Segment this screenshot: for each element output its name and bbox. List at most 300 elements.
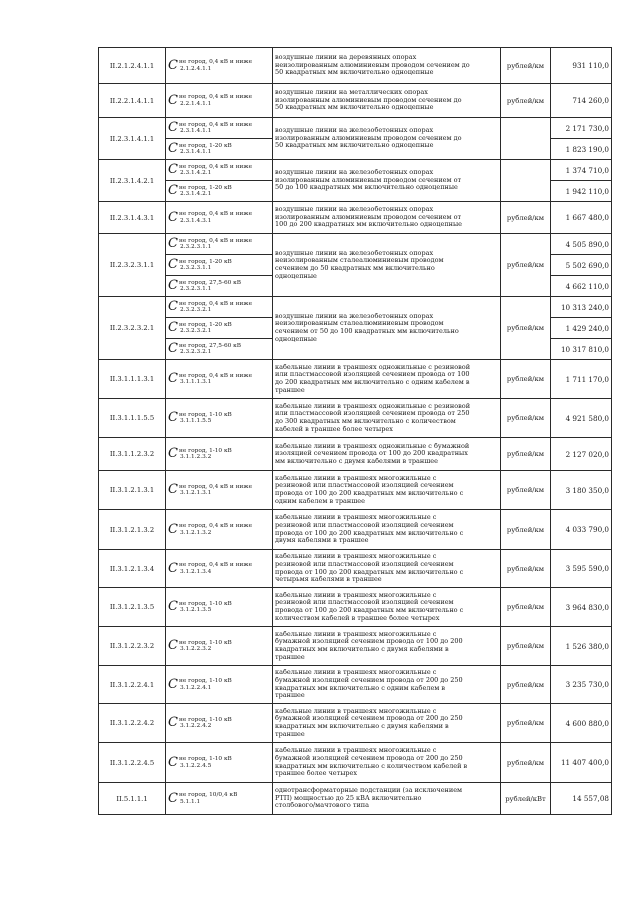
rate-text — [179, 59, 252, 71]
row-value: 931 110,0 — [551, 48, 612, 84]
rate-symbol — [168, 412, 270, 424]
row-code: II.3.1.2.2.3.2 — [99, 627, 166, 666]
row-unit: рублей/км — [501, 202, 551, 234]
description-line: кабельные линии в траншеях многожильные с — [275, 747, 437, 755]
row-code: II.3.1.2.2.4.1 — [99, 666, 166, 704]
description-line: кабельные линии в траншеях многожильные с — [275, 474, 437, 482]
description-line: траншее — [275, 730, 305, 738]
row-code: II.3.1.2.2.4.2 — [99, 704, 166, 743]
rate-text — [179, 756, 232, 768]
row-unit: рублей/км — [501, 438, 551, 471]
rate-label: не город, 1-20 кВ — [178, 142, 232, 149]
rate-symbol — [168, 601, 270, 613]
rate-symbol — [168, 322, 270, 334]
rate-label: не город, 0,4 кВ и ниже — [178, 237, 253, 244]
description-line: кабельные линии в траншеях одножильные с резиновой — [275, 402, 471, 410]
row-unit: рублей/км — [501, 666, 551, 704]
rate-c-glyph: C — [168, 141, 178, 156]
description-line: сечением от 50 до 100 квадратных мм включительно — [275, 328, 459, 335]
description-line: траншее — [275, 692, 305, 700]
description-line: бумажной изоляцией сечением провода от 200 до 250 — [275, 676, 463, 684]
description-line: 50 до 100 квадратных мм включительно одноцепные — [275, 184, 458, 192]
description-line: резиновой или пластмассовой изоляцией сечением — [275, 482, 454, 490]
rate-subscript: 3.1.2.1.3.1 — [179, 490, 212, 496]
row-value: 11 407 400,0 — [551, 743, 612, 783]
table-row — [99, 666, 612, 704]
rate-text — [179, 185, 232, 197]
table-row — [99, 118, 612, 139]
row-unit — [501, 160, 551, 202]
row-code: II.3.1.2.1.3.2 — [99, 510, 166, 550]
description-line: неизолированным сталеалюминиевым проводом — [275, 320, 444, 328]
rate-label: не город, 1-10 кВ — [178, 756, 232, 763]
rate-c-glyph: C — [168, 599, 178, 614]
row-code: II.3.1.2.1.3.5 — [99, 588, 166, 627]
rate-symbol-cell — [166, 139, 273, 160]
row-value: 4 662 110,0 — [551, 276, 612, 297]
description-line: кабельные линии в траншеях многожильные с — [275, 630, 437, 638]
description-line: сечением до 50 квадратных мм включительно — [275, 265, 435, 272]
rate-text — [179, 373, 252, 385]
rate-subscript: 3.1.1.2.3.2 — [179, 454, 212, 460]
row-description — [273, 550, 501, 588]
description-line: или пластмассовой изоляцией сечением провода от 250 — [275, 410, 470, 418]
rate-symbol-cell — [166, 510, 273, 550]
row-unit: рублей/км — [501, 510, 551, 550]
description-line: 50 квадратных мм включительно одноцепные — [275, 104, 434, 112]
description-line: изолированным алюминиевым проводом сечением от — [275, 176, 462, 184]
row-description — [273, 783, 501, 815]
row-code: II.2.3.1.4.1.1 — [99, 118, 166, 160]
rate-symbol-cell — [166, 666, 273, 704]
row-description — [273, 704, 501, 743]
row-value: 5 502 690,0 — [551, 255, 612, 276]
row-value: 1 526 380,0 — [551, 627, 612, 666]
rate-symbol-cell — [166, 297, 273, 318]
row-description — [273, 48, 501, 84]
description-line: изоляцией сечением провода от 100 до 200 квадратных — [275, 450, 468, 458]
rate-label: не город, 0,4 кВ и ниже — [178, 59, 253, 66]
rate-text — [179, 640, 232, 652]
rate-subscript: 3.1.2.2.4.5 — [179, 762, 212, 769]
rate-symbol-cell — [166, 118, 273, 139]
row-description — [273, 297, 501, 360]
description-line: кабельные линии в траншеях многожильные с — [275, 591, 437, 599]
rate-symbol-cell — [166, 318, 273, 339]
row-description — [273, 399, 501, 438]
row-value: 1 429 240,0 — [551, 318, 612, 339]
description-line: изолированным алюминиевым проводом сечением до — [275, 96, 462, 104]
rate-subscript: 3.1.2.2.4.2 — [179, 723, 212, 729]
rate-c-glyph: C — [168, 278, 178, 293]
description-line: бумажной изоляцией сечением провода от 100 до 200 — [275, 638, 463, 646]
rate-symbol — [168, 448, 270, 460]
tariff-table — [98, 47, 612, 815]
rate-symbol — [168, 259, 270, 271]
row-unit: рублей/км — [501, 84, 551, 118]
description-line: до 200 квадратных мм включительно с одним кабелем в — [275, 379, 470, 386]
row-value: 3 964 830,0 — [551, 588, 612, 627]
rate-c-glyph: C — [168, 482, 178, 497]
rate-text — [179, 280, 241, 292]
rate-label: не город, 0,4 кВ и ниже — [178, 121, 253, 128]
row-description — [273, 438, 501, 471]
rate-label: не город, 10/0,4 кВ — [178, 792, 238, 799]
description-line: бумажной изоляцией сечением провода от 200 до 250 — [275, 715, 463, 723]
row-code: II.3.1.1.1.3.1 — [99, 360, 166, 399]
rate-symbol — [168, 301, 270, 313]
description-line: провода от 100 до 200 квадратных мм включительно с — [275, 568, 464, 576]
rate-symbol-cell — [166, 202, 273, 234]
rate-c-glyph: C — [168, 560, 178, 576]
rate-symbol — [168, 211, 270, 223]
rate-label: не город, 1-10 кВ — [178, 411, 232, 418]
rate-symbol-cell — [166, 588, 273, 627]
rate-c-glyph: C — [168, 521, 178, 537]
row-value: 2 171 730,0 — [551, 118, 612, 139]
row-code: II.5.1.1.1 — [99, 783, 166, 815]
row-code: II.3.1.2.2.4.5 — [99, 743, 166, 783]
rate-label: не город, 0,4 кВ и ниже — [178, 562, 253, 569]
description-line: одноцепные — [275, 335, 317, 343]
table-row — [99, 627, 612, 666]
row-value: 1 667 480,0 — [551, 202, 612, 234]
table-row — [99, 438, 612, 471]
rate-subscript: 2.3.1.4.2.1 — [179, 191, 212, 197]
row-description — [273, 627, 501, 666]
table-row — [99, 550, 612, 588]
rate-subscript: 3.1.1.1.5.5 — [179, 418, 212, 424]
row-unit: рублей/км — [501, 743, 551, 783]
rate-symbol — [168, 143, 270, 155]
rate-text — [179, 122, 252, 134]
row-unit: рублей/км — [501, 48, 551, 84]
description-line: резиновой или пластмассовой изоляцией сечением — [275, 560, 454, 568]
rate-subscript: 2.1.2.4.1.1 — [179, 65, 212, 72]
rate-symbol — [168, 562, 270, 574]
rate-symbol-cell — [166, 276, 273, 297]
rate-symbol-cell — [166, 783, 273, 815]
rate-subscript: 5.1.1.1 — [179, 798, 201, 805]
rate-symbol — [168, 792, 270, 804]
rate-symbol-cell — [166, 704, 273, 743]
row-description — [273, 360, 501, 399]
rate-text — [179, 143, 232, 155]
description-line: траншее более четырех — [275, 770, 358, 778]
rate-symbol — [168, 756, 270, 768]
row-unit: рублей/км — [501, 360, 551, 399]
rate-label: не город, 0,4 кВ и ниже — [178, 300, 253, 307]
row-value: 3 595 590,0 — [551, 550, 612, 588]
rate-subscript: 2.3.2.3.2.1 — [179, 328, 212, 334]
description-line: кабельные линии в траншеях многожильные с — [275, 707, 437, 715]
rate-symbol — [168, 343, 270, 355]
rate-label: не город, 27,5-60 кВ — [178, 342, 242, 349]
rate-c-glyph: C — [168, 236, 178, 251]
rate-subscript: 3.1.2.2.4.1 — [179, 684, 212, 691]
row-description — [273, 743, 501, 783]
rate-c-glyph: C — [168, 92, 178, 108]
rate-label: не город, 1-20 кВ — [178, 184, 232, 191]
description-line: квадратных мм включительно с двумя кабелями в — [275, 723, 449, 730]
rate-text — [179, 792, 237, 804]
table-row — [99, 202, 612, 234]
rate-subscript: 3.1.2.1.3.2 — [179, 529, 212, 536]
description-line: РТП) мощностью до 25 кВА включительно — [275, 794, 422, 802]
description-line: двумя кабелями в траншее — [275, 537, 369, 545]
rate-text — [179, 211, 252, 223]
row-value: 4 600 880,0 — [551, 704, 612, 743]
rate-subscript: 2.3.2.3.2.1 — [179, 349, 212, 355]
rate-text — [179, 343, 241, 355]
row-value: 10 317 810,0 — [551, 339, 612, 360]
row-description — [273, 160, 501, 202]
rate-symbol — [168, 238, 270, 250]
row-code: II.2.3.2.3.1.1 — [99, 234, 166, 297]
description-line: кабельные линии в траншеях одножильные с резиновой — [275, 363, 471, 371]
row-code: II.2.2.1.4.1.1 — [99, 84, 166, 118]
rate-label: не город, 1-20 кВ — [178, 321, 232, 328]
rate-symbol-cell — [166, 84, 273, 118]
row-value: 14 557,08 — [551, 783, 612, 815]
description-line: 100 до 200 квадратных мм включительно одноцепные — [275, 221, 463, 229]
rate-label: не город, 1-10 кВ — [178, 716, 232, 723]
rate-subscript: 2.2.1.4.1.1 — [179, 100, 212, 107]
row-value: 1 711 170,0 — [551, 360, 612, 399]
row-code: II.2.1.2.4.1.1 — [99, 48, 166, 84]
row-value: 4 921 580,0 — [551, 399, 612, 438]
table-row — [99, 297, 612, 318]
rate-subscript: 3.1.2.2.3.2 — [179, 646, 212, 652]
description-line: 50 квадратных мм включительно одноцепные — [275, 142, 434, 150]
rate-symbol-cell — [166, 48, 273, 84]
table-row — [99, 84, 612, 118]
rate-symbol — [168, 280, 270, 292]
row-code: II.2.3.1.4.2.1 — [99, 160, 166, 202]
row-description — [273, 84, 501, 118]
rate-symbol — [168, 164, 270, 176]
rate-label: не город, 1-10 кВ — [178, 600, 232, 607]
row-value: 1 942 110,0 — [551, 181, 612, 202]
description-line: изолированным алюминиевым проводом сечением до — [275, 134, 462, 142]
rate-text — [179, 238, 252, 250]
rate-c-glyph: C — [168, 790, 178, 806]
description-line: кабельные линии в траншеях многожильные с — [275, 514, 437, 522]
rate-symbol-cell — [166, 627, 273, 666]
rate-c-glyph: C — [168, 676, 178, 692]
rate-symbol — [168, 373, 270, 385]
rate-c-glyph: C — [168, 638, 178, 653]
rate-symbol — [168, 185, 270, 197]
rate-symbol — [168, 678, 270, 690]
description-line: резиновой или пластмассовой изоляцией сечением — [275, 599, 454, 607]
rate-symbol — [168, 484, 270, 496]
rate-text — [179, 601, 232, 613]
rate-symbol-cell — [166, 360, 273, 399]
row-description — [273, 471, 501, 510]
rate-label: не город, 27,5-60 кВ — [178, 279, 242, 286]
description-line: квадратных мм включительно с двумя кабелями в — [275, 646, 449, 653]
rate-c-glyph: C — [168, 209, 178, 225]
row-unit: рублей/км — [501, 471, 551, 510]
rate-c-glyph: C — [168, 371, 178, 386]
row-unit: рублей/км — [501, 588, 551, 627]
rate-text — [179, 484, 252, 496]
tariff-table-body — [99, 48, 612, 815]
rate-symbol-cell — [166, 234, 273, 255]
description-line: траншее — [275, 653, 305, 661]
description-line: воздушные линии на железобетонных опорах — [275, 249, 434, 257]
table-row — [99, 160, 612, 181]
rate-symbol — [168, 523, 270, 535]
description-line: 50 квадратных мм включительно одноцепные — [275, 69, 434, 77]
rate-label: не город, 1-10 кВ — [178, 678, 232, 685]
rate-subscript: 2.3.2.3.1.1 — [179, 244, 212, 250]
rate-symbol — [168, 122, 270, 134]
row-value: 10 313 240,0 — [551, 297, 612, 318]
rate-label: не город, 1-10 кВ — [178, 447, 232, 454]
rate-c-glyph: C — [168, 410, 178, 425]
row-value: 1 823 190,0 — [551, 139, 612, 160]
description-line: воздушные линии на железобетонных опорах — [275, 169, 434, 177]
row-unit: рублей/км — [501, 399, 551, 438]
rate-c-glyph: C — [168, 57, 178, 73]
rate-text — [179, 164, 252, 176]
rate-text — [179, 301, 252, 313]
row-description — [273, 588, 501, 627]
table-row — [99, 783, 612, 815]
rate-c-glyph: C — [168, 754, 178, 770]
row-description — [273, 234, 501, 297]
rate-label: не город, 0,4 кВ и ниже — [178, 372, 253, 379]
row-description — [273, 118, 501, 160]
description-line: количеством кабелей в траншее более четырех — [275, 614, 440, 622]
rate-c-glyph: C — [168, 162, 178, 177]
row-unit: рублей/км — [501, 627, 551, 666]
rate-label: не город, 0,4 кВ и ниже — [178, 211, 253, 218]
description-line: траншее — [275, 386, 305, 394]
rate-text — [179, 94, 252, 106]
description-line: столбового/мачтового типа — [275, 802, 370, 810]
description-line: кабельные линии в траншеях многожильные с — [275, 553, 437, 561]
rate-subscript: 2.3.1.4.3.1 — [179, 217, 212, 224]
rate-subscript: 2.3.1.4.2.1 — [179, 170, 212, 176]
table-row — [99, 471, 612, 510]
rate-text — [179, 717, 232, 729]
row-unit: рублей/км — [501, 297, 551, 360]
description-line: неизолированным алюминиевым проводом сечением до — [275, 61, 470, 69]
rate-c-glyph: C — [168, 299, 178, 314]
description-line: резиновой или пластмассовой изоляцией сечением — [275, 521, 454, 529]
rate-text — [179, 562, 252, 574]
rate-symbol-cell — [166, 181, 273, 202]
rate-c-glyph: C — [168, 183, 178, 198]
description-line: одним кабелем в траншее — [275, 497, 365, 505]
table-row — [99, 399, 612, 438]
description-line: воздушные линии на железобетонных опорах — [275, 206, 434, 214]
rate-subscript: 3.1.2.1.3.5 — [179, 607, 212, 613]
rate-label: не город, 1-20 кВ — [178, 258, 232, 265]
rate-text — [179, 523, 252, 535]
description-line: кабельные линии в траншеях одножильные с бумажной — [275, 442, 470, 450]
rate-subscript: 2.3.2.3.1.1 — [179, 265, 212, 271]
row-value: 4 033 790,0 — [551, 510, 612, 550]
description-line: квадратных мм включительно с количеством кабелей в — [275, 762, 468, 770]
rate-text — [179, 448, 232, 460]
rate-symbol-cell — [166, 339, 273, 360]
table-row — [99, 743, 612, 783]
rate-subscript: 3.1.1.1.3.1 — [179, 379, 212, 385]
rate-c-glyph: C — [168, 446, 178, 461]
description-line: воздушные линии на железобетонных опорах — [275, 312, 434, 320]
rate-c-glyph: C — [168, 257, 178, 272]
table-row — [99, 510, 612, 550]
row-unit: рублей/км — [501, 234, 551, 297]
table-row — [99, 704, 612, 743]
row-unit: рублей/кВт — [501, 783, 551, 815]
description-line: воздушные линии на железобетонных опорах — [275, 127, 434, 135]
row-code: II.3.1.1.2.3.2 — [99, 438, 166, 471]
rate-c-glyph: C — [168, 320, 178, 335]
description-line: одноцепные — [275, 272, 317, 280]
description-line: провода от 100 до 200 квадратных мм включительно с — [275, 490, 464, 497]
rate-symbol-cell — [166, 255, 273, 276]
rate-symbol-cell — [166, 743, 273, 783]
rate-c-glyph: C — [168, 715, 178, 730]
row-description — [273, 510, 501, 550]
rate-symbol — [168, 640, 270, 652]
description-line: квадратных мм включительно с одним кабелем в — [275, 684, 446, 692]
row-code: II.3.1.2.1.3.1 — [99, 471, 166, 510]
rate-subscript: 2.3.2.3.1.1 — [179, 286, 212, 292]
row-code: II.2.3.2.3.2.1 — [99, 297, 166, 360]
rate-label: не город, 0,4 кВ и ниже — [178, 483, 253, 490]
rate-subscript: 2.3.1.4.1.1 — [179, 149, 212, 155]
rate-c-glyph: C — [168, 341, 178, 356]
rate-symbol-cell — [166, 438, 273, 471]
description-line: кабельные линии в траншеях многожильные с — [275, 669, 437, 677]
rate-symbol — [168, 94, 270, 106]
description-line: изолированным алюминиевым проводом сечением от — [275, 213, 462, 221]
table-row — [99, 360, 612, 399]
table-row — [99, 48, 612, 84]
row-unit: рублей/км — [501, 704, 551, 743]
row-code: II.3.1.1.1.5.5 — [99, 399, 166, 438]
description-line: однотрансформаторные подстанции (за исключением — [275, 787, 463, 795]
row-value: 714 260,0 — [551, 84, 612, 118]
description-line: или пластмассовой изоляцией сечением провода от 100 — [275, 371, 470, 379]
rate-symbol-cell — [166, 160, 273, 181]
rate-subscript: 2.3.1.4.1.1 — [179, 128, 212, 134]
table-row — [99, 588, 612, 627]
description-line: воздушные линии на металлических опорах — [275, 89, 428, 97]
rate-label: не город, 0,4 кВ и ниже — [178, 94, 253, 101]
row-value: 2 127 020,0 — [551, 438, 612, 471]
row-unit: рублей/км — [501, 550, 551, 588]
rate-text — [179, 259, 232, 271]
row-code: II.2.3.1.4.3.1 — [99, 202, 166, 234]
description-line: бумажной изоляцией сечением провода от 200 до 250 — [275, 754, 463, 762]
description-line: неизолированным сталеалюминиевым проводом — [275, 257, 444, 265]
rate-label: не город, 1-10 кВ — [178, 639, 232, 646]
description-line: воздушные линии на деревянных опорах — [275, 54, 417, 62]
description-line: кабелей в траншее более четырех — [275, 425, 393, 433]
row-value: 4 505 890,0 — [551, 234, 612, 255]
row-value: 1 374 710,0 — [551, 160, 612, 181]
row-code: II.3.1.2.1.3.4 — [99, 550, 166, 588]
rate-symbol-cell — [166, 550, 273, 588]
rate-text — [179, 322, 232, 334]
